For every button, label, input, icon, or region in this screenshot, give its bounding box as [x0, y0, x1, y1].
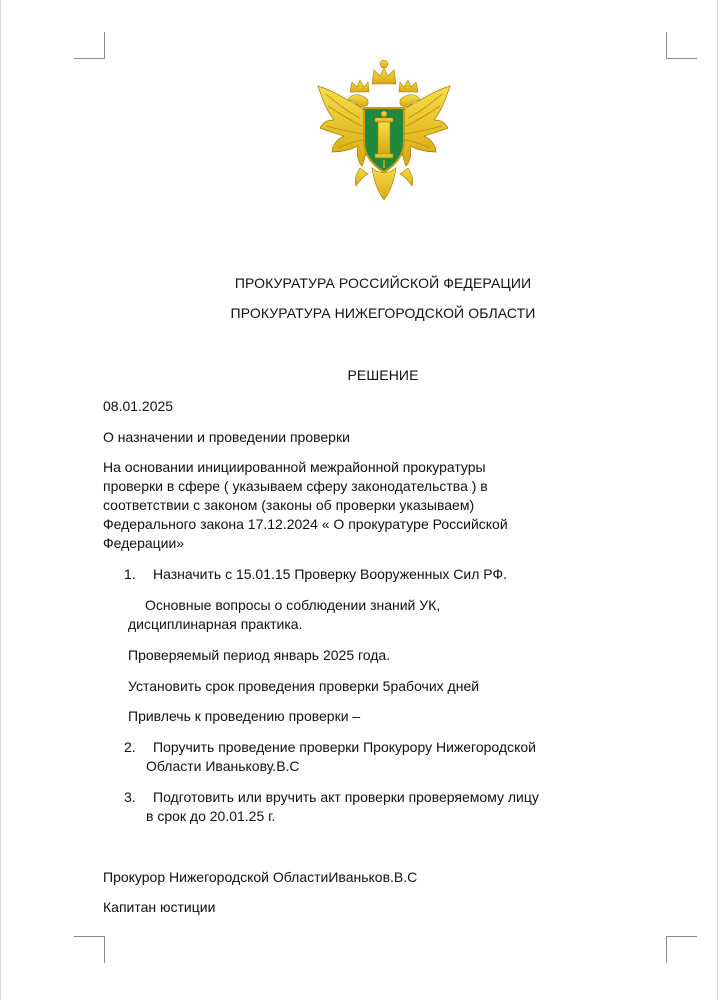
prosecutor-emblem-icon	[312, 56, 456, 202]
crop-mark-bottom-right	[666, 936, 697, 963]
involve-text: Привлечь к проведению проверки –	[128, 708, 361, 724]
basis-line: Федерации»	[103, 535, 185, 551]
issues-line-2: дисциплинарная практика.	[128, 616, 303, 632]
basis-line: Федерального закона 17.12.2024 « О прокуратуре Российской	[103, 516, 508, 532]
page-edge-left	[0, 0, 1, 1000]
header-line-1: ПРОКУРАТУРА РОССИЙСКОЙ ФЕДЕРАЦИИ	[234, 275, 532, 291]
issues-line-1: Основные вопросы о соблюдении знаний УК,	[145, 597, 441, 613]
rank-text: Капитан юстиции	[103, 899, 216, 915]
document-subject: О назначении и проведении проверки	[103, 429, 350, 445]
item-2-line-2: Области Иванькову.В.С	[146, 758, 300, 774]
document-title: РЕШЕНИЕ	[347, 367, 419, 383]
crop-mark-top-right	[666, 32, 697, 59]
basis-line: соответствии с законом (законы об проверки указываем)	[103, 497, 475, 513]
signature-line: Прокурор Нижегородской ОбластиИваньков.В.С	[103, 869, 418, 885]
header-line-2: ПРОКУРАТУРА НИЖЕГОРОДСКОЙ ОБЛАСТИ	[230, 305, 536, 321]
item-2-number: 2.	[124, 739, 136, 755]
item-2-line-1: Поручить проведение проверки Прокурору Нижегородской	[153, 739, 536, 755]
crop-mark-top-left	[74, 32, 105, 59]
deadline-text: Установить срок проведения проверки 5рабочих дней	[128, 678, 480, 694]
item-3-line-1: Подготовить или вручить акт проверки проверяемому лицу	[153, 789, 539, 805]
basis-line: На основании инициированной межрайонной прокуратуры	[103, 459, 486, 475]
item-3-number: 3.	[124, 789, 136, 805]
item-3-line-2: в срок до 20.01.25 г.	[146, 808, 276, 824]
basis-paragraph	[103, 458, 533, 553]
period-text: Проверяемый период январь 2025 года.	[128, 647, 391, 663]
document-date: 08.01.2025	[103, 398, 174, 414]
page-edge-right	[717, 0, 718, 1000]
crop-mark-bottom-left	[74, 936, 105, 963]
item-1-number: 1.	[124, 566, 136, 582]
basis-line: проверки в сфере ( указываем сферу законодательства ) в	[103, 478, 488, 494]
item-1-text: Назначить с 15.01.15 Проверку Вооруженных Сил РФ.	[153, 566, 507, 582]
